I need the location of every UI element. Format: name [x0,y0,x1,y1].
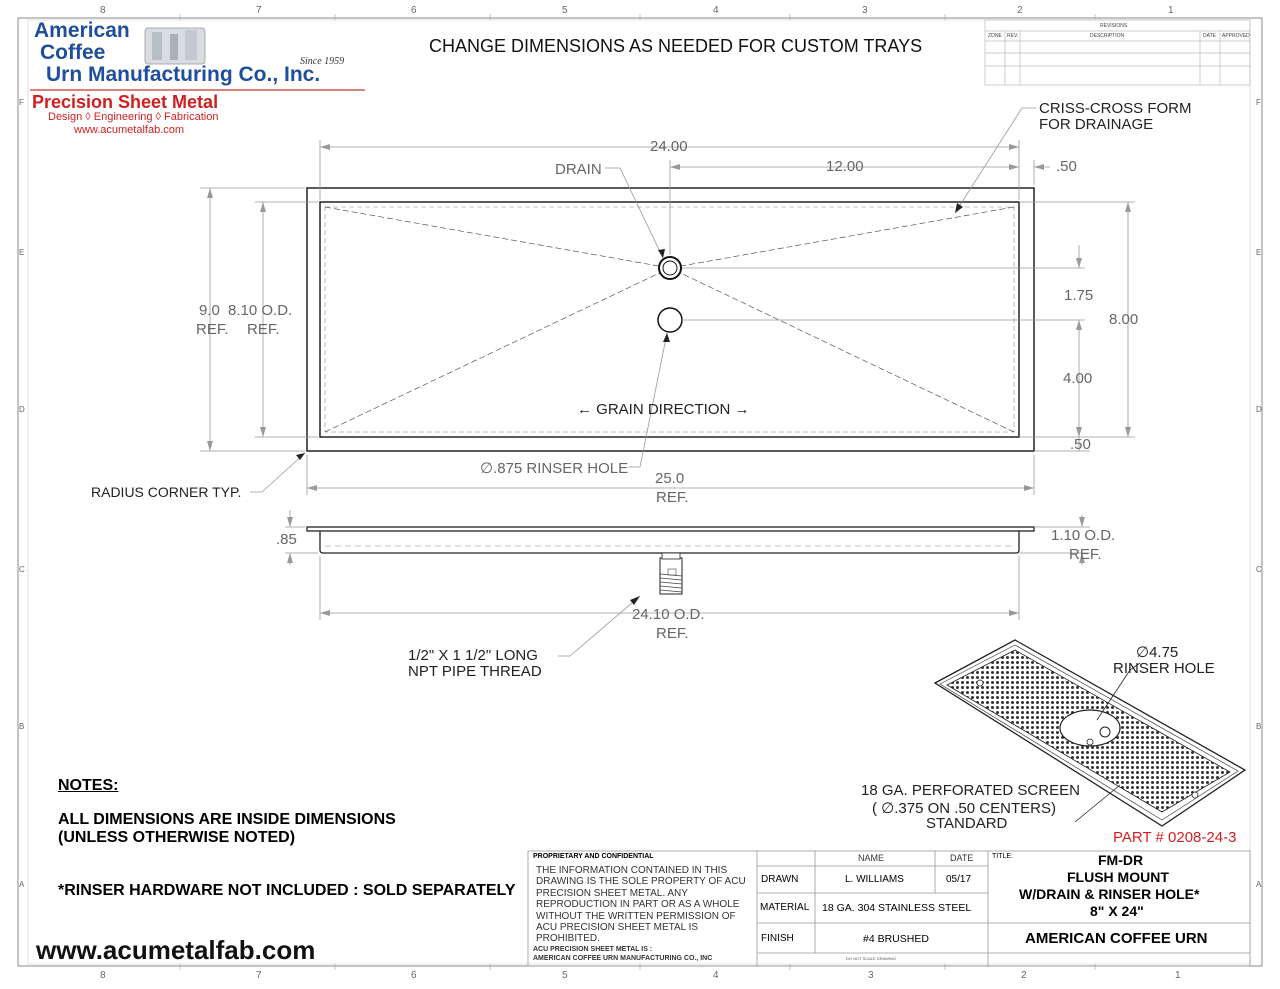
zone-col-1: 1 [1168,5,1174,16]
dim-2410-ref-label: REF. [656,625,689,642]
zone-col-4-bottom: 4 [713,970,719,981]
dim-2410-od: 24.10 O.D. [632,606,705,623]
zone-row-b: B [19,722,25,731]
zone-row-b-right: B [1256,722,1262,731]
legal-notice: THE INFORMATION CONTAINED IN THIS DRAWING IS THE SOLE PROPERTY OF ACU PRECISION SHEET METAL. ANY REPRODUCTION IN PART OR AS A WHOLE WITHOUT THE WRITTEN PERMISSION OF ACU PRECISION SHEET METAL IS PROHIBITED. [536,865,746,945]
iso-rinser-dim: ∅4.75 [1136,644,1179,661]
rev-col-description: DESCRIPTION [1090,33,1125,39]
logo-american: American [34,19,130,42]
zone-col-8: 8 [100,5,106,16]
logo-since: Since 1959 [300,56,345,67]
zone-col-3-bottom: 3 [868,970,874,981]
zone-col-7: 7 [256,5,262,16]
dim-110-ref-label: REF. [1069,546,1102,563]
zone-row-d-right: D [1256,405,1262,414]
zone-row-f: F [19,98,24,107]
iso-rinser-label: RINSER HOLE [1113,660,1215,677]
zone-col-2-bottom: 2 [1021,970,1027,981]
logo-coffee: Coffee [40,41,106,64]
drawn-date: 05/17 [946,874,972,885]
logo-urn: Urn Manufacturing Co., Inc. [46,63,321,86]
side-flange [307,527,1034,531]
company-name: AMERICAN COFFEE URN [1025,930,1208,947]
proprietary-label: PROPRIETARY AND CONFIDENTIAL [533,853,654,860]
zone-row-f-right: F [1256,98,1261,107]
screen-label-3: STANDARD [926,815,1008,832]
notes-heading: NOTES: [58,777,119,794]
title-line-2: FLUSH MOUNT [1067,869,1169,885]
zone-col-6-bottom: 6 [411,970,417,981]
zone-row-a-right: A [1256,880,1262,889]
dim-50-bottom: .50 [1070,436,1091,453]
drain-label: DRAIN [555,161,602,178]
drawing-header-title: CHANGE DIMENSIONS AS NEEDED FOR CUSTOM TRAYS [429,36,923,56]
logo-precision-sheet-metal: Precision Sheet Metal [32,92,219,112]
rev-col-rev: REV. [1007,33,1019,39]
dim-25: 25.0 [655,470,685,487]
zone-col-5: 5 [562,5,568,16]
rinser-hole [658,308,682,332]
rinser-hole-label: ∅.875 RINSER HOLE [480,460,629,477]
dim-12: 12.00 [826,158,864,175]
dim-800: 8.00 [1109,311,1139,328]
rev-col-date: DATE [1203,33,1216,39]
dim-9-ref-label: REF. [196,321,229,338]
no-scale-note: DO NOT SCALE DRAWING [846,956,897,961]
dim-9-ref: 9.0 [199,302,220,319]
radius-corner-label: RADIUS CORNER TYP. [91,484,242,500]
name-header: NAME [858,853,885,863]
pipe-thread-label-1: 1/2" X 1 1/2" LONG [408,647,538,664]
zone-col-7-bottom: 7 [256,970,262,981]
notes-line-2: (UNLESS OTHERWISE NOTED) [58,829,296,846]
finish-label: FINISH [761,933,794,944]
drawn-name: L. WILLIAMS [845,874,904,885]
material-value: 18 GA. 304 STAINLESS STEEL [822,902,972,914]
top-view [200,108,1135,495]
title-line-3: W/DRAIN & RINSER HOLE* [1019,886,1200,902]
crisscross-label-2: FOR DRAINAGE [1039,116,1154,133]
zone-row-e-right: E [1256,248,1262,257]
revisions-title: REVISIONS [1100,23,1128,29]
material-label: MATERIAL [760,902,810,913]
zone-row-d: D [19,405,25,414]
dim-85: .85 [276,531,297,548]
dim-24: 24.00 [650,138,688,155]
zone-row-c: C [19,565,25,574]
rev-col-approved: APPROVED [1222,33,1250,39]
zone-col-8-bottom: 8 [100,970,106,981]
dim-810-ref-label: REF. [247,321,280,338]
zone-col-5-bottom: 5 [562,970,568,981]
finish-value: #4 BRUSHED [863,933,929,945]
screen-label-2: ( ∅.375 ON .50 CENTERS) [872,800,1056,817]
dim-50-top: .50 [1056,158,1077,175]
zone-row-c-right: C [1256,565,1262,574]
zone-col-1-bottom: 1 [1175,970,1181,981]
notes-line-3: *RINSER HARDWARE NOT INCLUDED : SOLD SEPARATELY [58,882,516,899]
zone-row-e: E [19,248,25,257]
part-number: PART # 0208-24-3 [1113,829,1237,846]
grain-direction-label: ← GRAIN DIRECTION → [577,401,750,418]
date-header: DATE [950,853,974,863]
title-line-4: 8" X 24" [1090,903,1144,919]
notes-line-1: ALL DIMENSIONS ARE INSIDE DIMENSIONS [58,811,396,828]
zone-col-2: 2 [1017,5,1023,16]
zone-row-a: A [19,880,25,889]
acu-is-label: ACU PRECISION SHEET METAL IS : [533,946,653,953]
dim-110-od: 1.10 O.D. [1051,527,1116,544]
drawn-label: DRAWN [761,874,799,885]
rev-col-zone: ZONE [988,33,1002,39]
footer-url: www.acumetalfab.com [36,935,316,965]
screen-label-1: 18 GA. PERFORATED SCREEN [861,782,1080,799]
acu-full-name: AMERICAN COFFEE URN MANUFACTURING CO., INC [533,955,713,962]
dim-400: 4.00 [1063,370,1093,387]
crisscross-label-1: CRISS-CROSS FORM [1039,100,1192,117]
zone-col-6: 6 [411,5,417,16]
pipe-thread-label-2: NPT PIPE THREAD [408,663,542,680]
zone-col-4: 4 [713,5,719,16]
dim-175: 1.75 [1064,287,1094,304]
dim-810-od: 8.10 O.D. [228,302,293,319]
dim-25-ref-label: REF. [656,489,689,506]
title-line-1: FM-DR [1098,852,1144,868]
drain-hole [659,257,681,279]
logo-url: www.acumetalfab.com [74,124,185,136]
logo-services: Design ◊ Engineering ◊ Fabrication [48,111,219,123]
title-label: TITLE: [992,853,1014,860]
zone-col-3: 3 [862,5,868,16]
